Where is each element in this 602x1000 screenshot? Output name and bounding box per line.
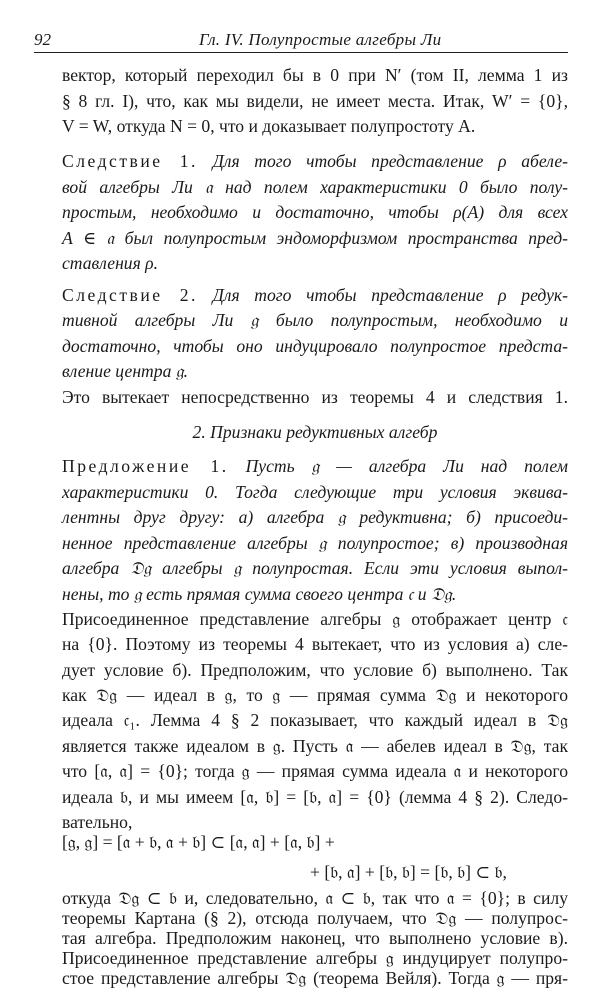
text-line: вательно, bbox=[62, 812, 133, 832]
text-line: стое представление алгебры 𝔇𝔤 (теорема Вейля). Тогда 𝔤 — пря- bbox=[62, 968, 568, 988]
text-line: лентны друг другу: а) алгебра 𝔤 редуктивна; б) присоеди- bbox=[62, 507, 568, 527]
text-line: Присоединенное представление алгебры 𝔤 индуцирует полупро- bbox=[62, 948, 568, 968]
text-line: откуда 𝔇𝔤 ⊂ 𝔟 и, следовательно, 𝔞 ⊂ 𝔟, так что 𝔞 = {0}; в силу bbox=[62, 888, 568, 908]
text-line: нены, то 𝔤 есть прямая сумма своего центра 𝔠 и 𝔇𝔤. bbox=[62, 584, 457, 604]
text-line: тая алгебра. Предположим наконец, что выполнено условие в). bbox=[62, 928, 568, 948]
running-title: Гл. IV. Полупростые алгебры Ли bbox=[199, 30, 442, 49]
text-line: алгебра 𝔇𝔤 алгебры 𝔤 полупростая. Если эти условия выпол- bbox=[62, 558, 568, 578]
section-heading: 2. Признаки редуктивных алгебр bbox=[192, 422, 438, 442]
text-line: ненное представление алгебры 𝔤 полупростое; в) производная bbox=[62, 533, 568, 553]
corollary-2-label: Следствие 2. bbox=[62, 285, 198, 305]
corollary-1-line: Следствие 1. Для того чтобы представление ρ абеле- bbox=[62, 151, 568, 171]
text-line: Присоединенное представление алгебры 𝔤 отображает центр 𝔠 bbox=[62, 609, 568, 629]
text-line: Это вытекает непосредственно из теоремы 4 и следствия 1. bbox=[62, 387, 568, 407]
text-line: ставления ρ. bbox=[62, 253, 159, 273]
text-line: A ∈ 𝔞 был полупростым эндоморфизмом пространства пред- bbox=[62, 228, 568, 248]
text-line: характеристики 0. Тогда следующие три условия эквива- bbox=[62, 482, 568, 502]
text-line: является также идеалом в 𝔤. Пусть 𝔞 — абелев идеал в 𝔇𝔤, так bbox=[62, 736, 568, 756]
text-line: V = W, откуда N = 0, что и доказывает полупростоту A. bbox=[62, 116, 476, 136]
text-line: вление центра 𝔤. bbox=[62, 361, 188, 381]
formula-line-1: [𝔤, 𝔤] = [𝔞 + 𝔟, 𝔞 + 𝔟] ⊂ [𝔞, 𝔞] + [𝔞, 𝔟] + bbox=[62, 832, 335, 852]
proposition-1-line: Предложение 1. Пусть 𝔤 — алгебра Ли над полем bbox=[62, 456, 568, 476]
text-line: дует условие б). Предположим, что условие б) выполнено. Так bbox=[62, 660, 568, 680]
text-line: на {0}. Поэтому из теоремы 4 вытекает, что из условия а) сле- bbox=[62, 634, 568, 654]
text-line: достаточно, чтобы оно индуцировало полупростое предста- bbox=[62, 336, 568, 356]
text-line: что [𝔞, 𝔞] = {0}; тогда 𝔤 — прямая сумма идеала 𝔞 и некоторого bbox=[62, 761, 568, 781]
text-line: простым, необходимо и достаточно, чтобы ρ(A) для всех bbox=[62, 202, 568, 222]
text-line: как 𝔇𝔤 — идеал в 𝔤, то 𝔤 — прямая сумма 𝔇𝔤 и некоторого bbox=[62, 685, 568, 705]
text-line: идеала 𝔠₁. Лемма 4 § 2 показывает, что каждый идеал в 𝔇𝔤 bbox=[62, 710, 568, 730]
text-line: вой алгебры Ли 𝔞 над полем характеристики 0 было полу- bbox=[62, 177, 568, 197]
proposition-1-label: Предложение 1. bbox=[62, 456, 229, 476]
header-rule bbox=[34, 52, 568, 53]
page-header bbox=[34, 30, 568, 54]
corollary-1-label: Следствие 1. bbox=[62, 151, 198, 171]
text-line: вектор, который переходил бы в 0 при N′ (том II, лемма 1 из bbox=[62, 65, 568, 85]
text-line: идеала 𝔟, и мы имеем [𝔞, 𝔟] = [𝔟, 𝔞] = {0} (лемма 4 § 2). Следо- bbox=[62, 787, 568, 807]
page-number: 92 bbox=[34, 30, 51, 49]
corollary-2-line: Следствие 2. Для того чтобы представление ρ редук- bbox=[62, 285, 569, 305]
formula-line-2: + [𝔟, 𝔞] + [𝔟, 𝔟] = [𝔟, 𝔟] ⊂ 𝔟, bbox=[310, 862, 507, 882]
text-line: § 8 гл. I), что, как мы видели, не имеет места. Итак, W′ = {0}, bbox=[62, 91, 568, 111]
text-line: теоремы Картана (§ 2), отсюда получаем, что 𝔇𝔤 — полупрос- bbox=[62, 908, 568, 928]
text-line: тивной алгебры Ли 𝔤 было полупростым, необходимо и bbox=[62, 310, 568, 330]
